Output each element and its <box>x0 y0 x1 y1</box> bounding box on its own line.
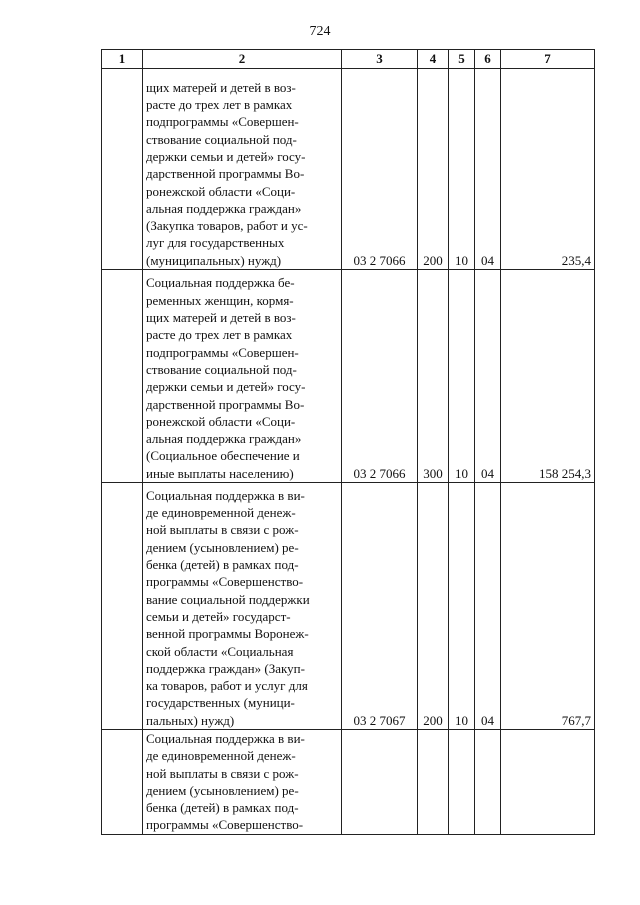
column-header-4: 4 <box>418 50 449 69</box>
table-row <box>102 270 595 483</box>
column-header-6: 6 <box>475 50 501 69</box>
column-header-2: 2 <box>143 50 342 69</box>
description-cell: Социальная поддержка в ви- де единовременной денеж- ной выплаты в связи с рож- дением (усыновлением) ре- бенка (детей) в рамках под- программы «Совершенство- вание социальной поддержки семьи и детей» государст- венной программы Воронеж- ской области «Социальная поддержка граждан» (Закуп- ка товаров, работ и услуг для государственных (муници- пальных) нужд) <box>143 483 342 730</box>
row-number-cell <box>102 730 143 835</box>
table-row <box>102 483 595 730</box>
column-header-1: 1 <box>102 50 143 69</box>
section-cell: 10 <box>449 69 475 270</box>
table-row <box>102 69 595 270</box>
table-row <box>102 730 595 835</box>
row-number-cell <box>102 270 143 483</box>
section-cell <box>449 730 475 835</box>
program-code-cell <box>342 730 418 835</box>
expense-type-cell: 200 <box>418 69 449 270</box>
budget-table <box>101 49 595 835</box>
row-number-cell <box>102 483 143 730</box>
row-number-cell <box>102 69 143 270</box>
amount-cell: 235,4 <box>501 69 595 270</box>
program-code-cell: 03 2 7067 <box>342 483 418 730</box>
description-cell: Социальная поддержка бе- ременных женщин, кормя- щих матерей и детей в воз- расте до трех лет в рамках подпрограммы «Совершен- ствование социальной под- держки семьи и детей» госу- дарственной программы Во- ронежской области «Соци- альная поддержка граждан» (Социальное обеспечение и иные выплаты населению) <box>143 270 342 483</box>
description-cell: Социальная поддержка в ви- де единовременной денеж- ной выплаты в связи с рож- дением (усыновлением) ре- бенка (детей) в рамках под- программы «Совершенство- <box>143 730 342 835</box>
section-cell: 10 <box>449 270 475 483</box>
amount-cell: 767,7 <box>501 483 595 730</box>
program-code-cell: 03 2 7066 <box>342 69 418 270</box>
column-header-3: 3 <box>342 50 418 69</box>
page-number: 724 <box>309 24 331 39</box>
description-cell: щих матерей и детей в воз- расте до трех лет в рамках подпрограммы «Совершен- ствование социальной под- держки семьи и детей» госу- дарственной программы Во- ронежской области «Соци- альная поддержка граждан» (Закупка товаров, работ и ус- луг для государственных (муниципальных) нужд) <box>143 69 342 270</box>
amount-cell <box>501 730 595 835</box>
expense-type-cell <box>418 730 449 835</box>
expense-type-cell: 300 <box>418 270 449 483</box>
column-header-7: 7 <box>501 50 595 69</box>
subsection-cell: 04 <box>475 69 501 270</box>
program-code-cell: 03 2 7066 <box>342 270 418 483</box>
column-header-5: 5 <box>449 50 475 69</box>
header-row <box>102 50 595 69</box>
subsection-cell <box>475 730 501 835</box>
subsection-cell: 04 <box>475 270 501 483</box>
section-cell: 10 <box>449 483 475 730</box>
subsection-cell: 04 <box>475 483 501 730</box>
amount-cell: 158 254,3 <box>501 270 595 483</box>
expense-type-cell: 200 <box>418 483 449 730</box>
